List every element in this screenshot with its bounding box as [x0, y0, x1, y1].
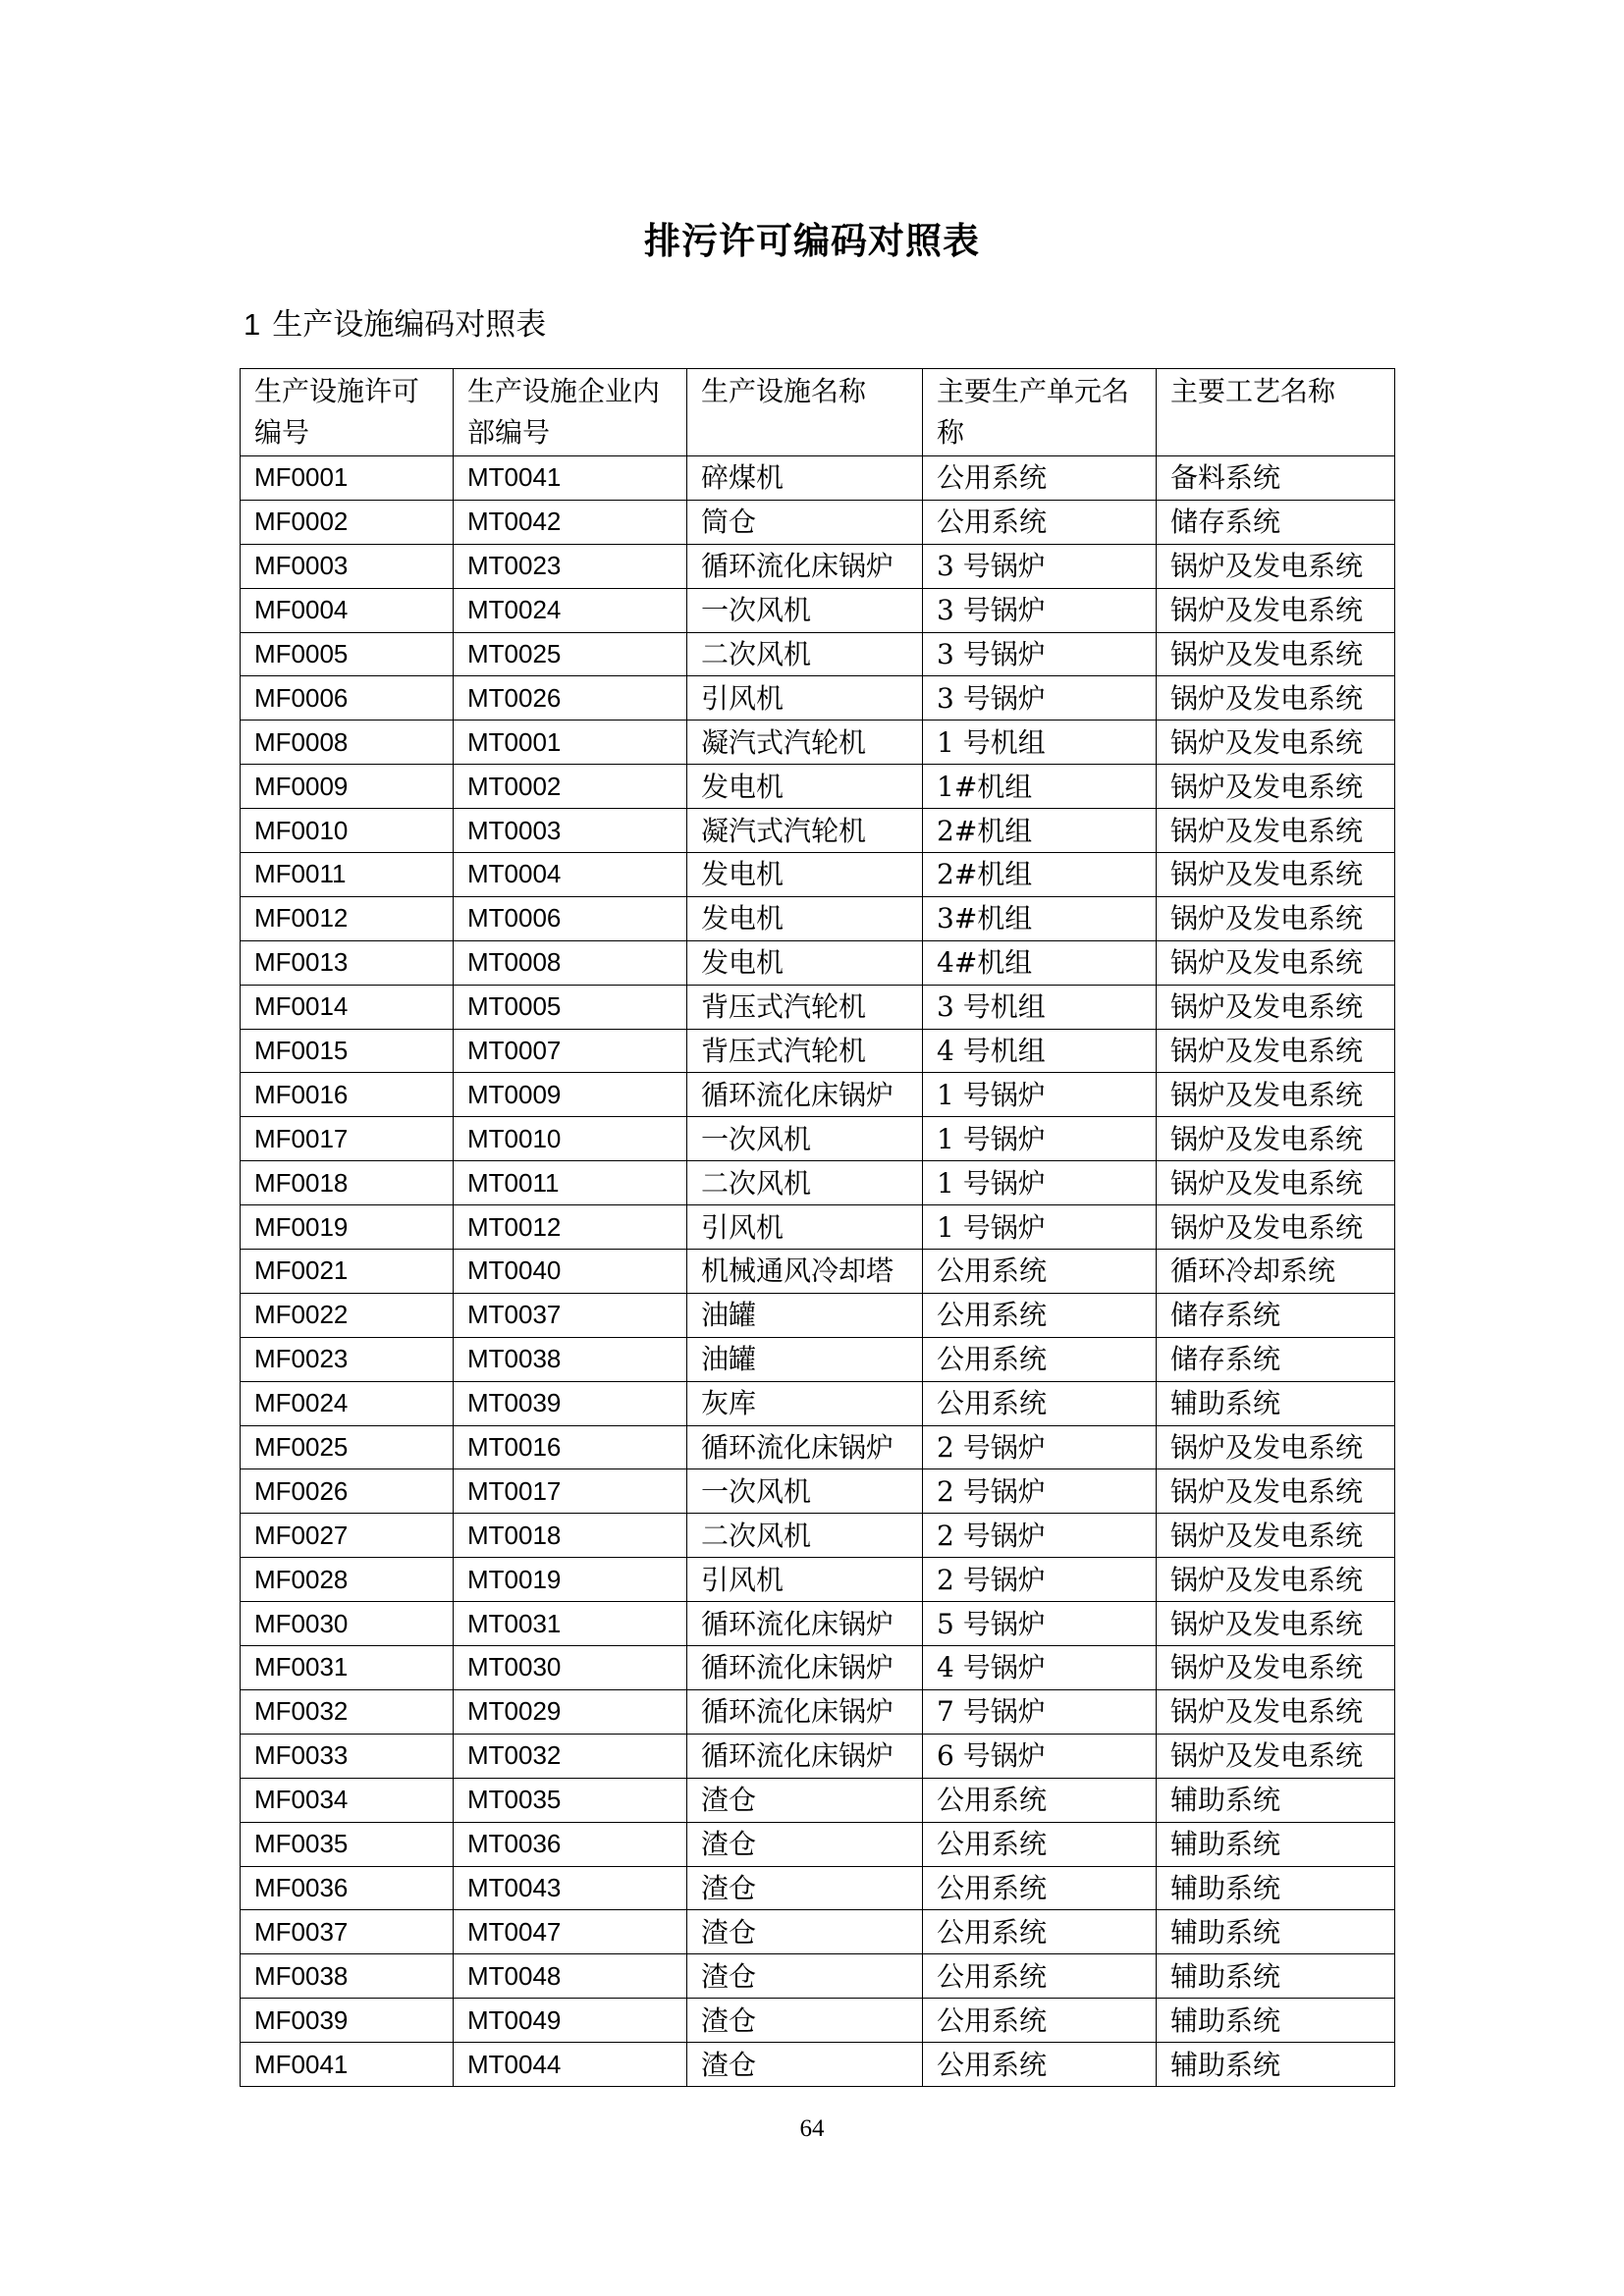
section-title: 生产设施编码对照表: [272, 307, 547, 343]
table-row: [241, 2043, 1395, 2087]
production-unit-cell: 公用系统: [923, 456, 1157, 501]
production-unit-cell: 6 号锅炉: [923, 1734, 1157, 1778]
facility-name-cell: 凝汽式汽轮机: [687, 721, 923, 765]
production-unit-cell: 3 号机组: [923, 985, 1157, 1029]
process-name-cell: 锅炉及发电系统: [1157, 896, 1395, 940]
process-name-cell: 锅炉及发电系统: [1157, 588, 1395, 632]
facility-name-cell: 一次风机: [687, 1117, 923, 1161]
internal-code-cell: MT0005: [454, 985, 687, 1029]
permit-code-cell: MF0019: [241, 1205, 454, 1250]
permit-code-cell: MF0010: [241, 809, 454, 853]
process-name-cell: 锅炉及发电系统: [1157, 1602, 1395, 1646]
page-number: 64: [799, 2115, 825, 2142]
process-name-cell: 锅炉及发电系统: [1157, 1029, 1395, 1073]
permit-code-cell: MF0017: [241, 1117, 454, 1161]
facility-name-cell: 引风机: [687, 676, 923, 721]
process-name-cell: 锅炉及发电系统: [1157, 1514, 1395, 1558]
internal-code-cell: MT0049: [454, 1999, 687, 2043]
facility-code-table: [240, 368, 1395, 2087]
process-name-cell: 锅炉及发电系统: [1157, 809, 1395, 853]
production-unit-cell: 公用系统: [923, 2043, 1157, 2087]
section-number: 1: [244, 307, 261, 342]
facility-name-cell: 循环流化床锅炉: [687, 1646, 923, 1690]
permit-code-cell: MF0033: [241, 1734, 454, 1778]
permit-code-cell: MF0023: [241, 1337, 454, 1381]
permit-code-cell: MF0011: [241, 853, 454, 897]
internal-code-cell: MT0018: [454, 1514, 687, 1558]
internal-code-cell: MT0008: [454, 940, 687, 985]
section-heading: [244, 302, 546, 347]
facility-name-cell: 渣仓: [687, 1910, 923, 1954]
table-row: [241, 1381, 1395, 1425]
production-unit-cell: 2#机组: [923, 853, 1157, 897]
production-unit-cell: 公用系统: [923, 1293, 1157, 1337]
production-unit-cell: 2 号锅炉: [923, 1558, 1157, 1602]
table-row: [241, 809, 1395, 853]
permit-code-cell: MF0013: [241, 940, 454, 985]
header-internal-code: 生产设施企业内部编号: [454, 369, 687, 456]
table-row: [241, 940, 1395, 985]
internal-code-cell: MT0007: [454, 1029, 687, 1073]
process-name-cell: 锅炉及发电系统: [1157, 1558, 1395, 1602]
table-row: [241, 896, 1395, 940]
table-row: [241, 456, 1395, 501]
internal-code-cell: MT0030: [454, 1646, 687, 1690]
process-name-cell: 锅炉及发电系统: [1157, 1205, 1395, 1250]
production-unit-cell: 2 号锅炉: [923, 1425, 1157, 1469]
internal-code-cell: MT0001: [454, 721, 687, 765]
facility-name-cell: 发电机: [687, 896, 923, 940]
facility-name-cell: 渣仓: [687, 1866, 923, 1910]
process-name-cell: 辅助系统: [1157, 1954, 1395, 1999]
internal-code-cell: MT0023: [454, 544, 687, 588]
process-name-cell: 锅炉及发电系统: [1157, 544, 1395, 588]
permit-code-cell: MF0036: [241, 1866, 454, 1910]
facility-name-cell: 发电机: [687, 940, 923, 985]
table-row: [241, 1514, 1395, 1558]
internal-code-cell: MT0044: [454, 2043, 687, 2087]
permit-code-cell: MF0035: [241, 1822, 454, 1866]
facility-name-cell: 渣仓: [687, 1999, 923, 2043]
header-facility-name: 生产设施名称: [687, 369, 923, 456]
permit-code-cell: MF0034: [241, 1778, 454, 1822]
internal-code-cell: MT0035: [454, 1778, 687, 1822]
permit-code-cell: MF0031: [241, 1646, 454, 1690]
permit-code-cell: MF0008: [241, 721, 454, 765]
process-name-cell: 锅炉及发电系统: [1157, 676, 1395, 721]
internal-code-cell: MT0009: [454, 1073, 687, 1117]
process-name-cell: 辅助系统: [1157, 2043, 1395, 2087]
process-name-cell: 锅炉及发电系统: [1157, 632, 1395, 676]
internal-code-cell: MT0002: [454, 765, 687, 809]
production-unit-cell: 公用系统: [923, 1954, 1157, 1999]
production-unit-cell: 2 号锅炉: [923, 1514, 1157, 1558]
internal-code-cell: MT0003: [454, 809, 687, 853]
process-name-cell: 储存系统: [1157, 1337, 1395, 1381]
internal-code-cell: MT0043: [454, 1866, 687, 1910]
permit-code-cell: MF0024: [241, 1381, 454, 1425]
internal-code-cell: MT0012: [454, 1205, 687, 1250]
process-name-cell: 锅炉及发电系统: [1157, 1161, 1395, 1205]
process-name-cell: 锅炉及发电系统: [1157, 1646, 1395, 1690]
facility-name-cell: 油罐: [687, 1293, 923, 1337]
production-unit-cell: 1 号机组: [923, 721, 1157, 765]
production-unit-cell: 4 号锅炉: [923, 1646, 1157, 1690]
internal-code-cell: MT0025: [454, 632, 687, 676]
facility-name-cell: 灰库: [687, 1381, 923, 1425]
internal-code-cell: MT0047: [454, 1910, 687, 1954]
facility-name-cell: 循环流化床锅炉: [687, 1073, 923, 1117]
production-unit-cell: 1 号锅炉: [923, 1205, 1157, 1250]
facility-name-cell: 循环流化床锅炉: [687, 1734, 923, 1778]
permit-code-cell: MF0004: [241, 588, 454, 632]
table-row: [241, 1425, 1395, 1469]
process-name-cell: 辅助系统: [1157, 1381, 1395, 1425]
production-unit-cell: 3 号锅炉: [923, 632, 1157, 676]
production-unit-cell: 公用系统: [923, 1250, 1157, 1294]
table-row: [241, 544, 1395, 588]
table-row: [241, 1954, 1395, 1999]
table-row: [241, 632, 1395, 676]
permit-code-cell: MF0041: [241, 2043, 454, 2087]
process-name-cell: 储存系统: [1157, 500, 1395, 544]
production-unit-cell: 3 号锅炉: [923, 588, 1157, 632]
table-row: [241, 1602, 1395, 1646]
process-name-cell: 锅炉及发电系统: [1157, 1689, 1395, 1734]
permit-code-cell: MF0028: [241, 1558, 454, 1602]
internal-code-cell: MT0010: [454, 1117, 687, 1161]
table-row: [241, 1910, 1395, 1954]
table-row: [241, 1689, 1395, 1734]
table-row: [241, 853, 1395, 897]
table-row: [241, 1073, 1395, 1117]
permit-code-cell: MF0039: [241, 1999, 454, 2043]
permit-code-cell: MF0016: [241, 1073, 454, 1117]
facility-name-cell: 渣仓: [687, 1822, 923, 1866]
permit-code-cell: MF0027: [241, 1514, 454, 1558]
internal-code-cell: MT0038: [454, 1337, 687, 1381]
facility-name-cell: 循环流化床锅炉: [687, 1425, 923, 1469]
table-row: [241, 676, 1395, 721]
production-unit-cell: 2#机组: [923, 809, 1157, 853]
table-row: [241, 1734, 1395, 1778]
facility-name-cell: 凝汽式汽轮机: [687, 809, 923, 853]
table-row: [241, 721, 1395, 765]
facility-name-cell: 一次风机: [687, 1469, 923, 1514]
facility-name-cell: 渣仓: [687, 1778, 923, 1822]
table-row: [241, 1117, 1395, 1161]
internal-code-cell: MT0017: [454, 1469, 687, 1514]
table-row: [241, 1293, 1395, 1337]
process-name-cell: 锅炉及发电系统: [1157, 1734, 1395, 1778]
process-name-cell: 锅炉及发电系统: [1157, 940, 1395, 985]
table-header-row: [241, 369, 1395, 456]
table-row: [241, 1999, 1395, 2043]
internal-code-cell: MT0024: [454, 588, 687, 632]
table-row: [241, 1337, 1395, 1381]
internal-code-cell: MT0006: [454, 896, 687, 940]
production-unit-cell: 4 号机组: [923, 1029, 1157, 1073]
process-name-cell: 辅助系统: [1157, 1999, 1395, 2043]
facility-name-cell: 二次风机: [687, 632, 923, 676]
internal-code-cell: MT0029: [454, 1689, 687, 1734]
production-unit-cell: 公用系统: [923, 1999, 1157, 2043]
production-unit-cell: 1 号锅炉: [923, 1117, 1157, 1161]
facility-name-cell: 渣仓: [687, 2043, 923, 2087]
process-name-cell: 锅炉及发电系统: [1157, 1425, 1395, 1469]
process-name-cell: 循环冷却系统: [1157, 1250, 1395, 1294]
process-name-cell: 备料系统: [1157, 456, 1395, 501]
table-row: [241, 1646, 1395, 1690]
table-row: [241, 1469, 1395, 1514]
permit-code-cell: MF0030: [241, 1602, 454, 1646]
permit-code-cell: MF0032: [241, 1689, 454, 1734]
facility-name-cell: 背压式汽轮机: [687, 1029, 923, 1073]
process-name-cell: 锅炉及发电系统: [1157, 1469, 1395, 1514]
internal-code-cell: MT0037: [454, 1293, 687, 1337]
process-name-cell: 锅炉及发电系统: [1157, 765, 1395, 809]
internal-code-cell: MT0039: [454, 1381, 687, 1425]
header-production-unit: 主要生产单元名称: [923, 369, 1157, 456]
process-name-cell: 辅助系统: [1157, 1778, 1395, 1822]
internal-code-cell: MT0004: [454, 853, 687, 897]
permit-code-cell: MF0005: [241, 632, 454, 676]
production-unit-cell: 公用系统: [923, 1822, 1157, 1866]
internal-code-cell: MT0016: [454, 1425, 687, 1469]
production-unit-cell: 公用系统: [923, 500, 1157, 544]
permit-code-cell: MF0015: [241, 1029, 454, 1073]
process-name-cell: 储存系统: [1157, 1293, 1395, 1337]
facility-name-cell: 碎煤机: [687, 456, 923, 501]
table-row: [241, 1161, 1395, 1205]
table-row: [241, 1866, 1395, 1910]
table-row: [241, 1778, 1395, 1822]
facility-name-cell: 循环流化床锅炉: [687, 544, 923, 588]
permit-code-cell: MF0003: [241, 544, 454, 588]
internal-code-cell: MT0041: [454, 456, 687, 501]
internal-code-cell: MT0048: [454, 1954, 687, 1999]
internal-code-cell: MT0036: [454, 1822, 687, 1866]
production-unit-cell: 5 号锅炉: [923, 1602, 1157, 1646]
production-unit-cell: 4#机组: [923, 940, 1157, 985]
permit-code-cell: MF0037: [241, 1910, 454, 1954]
permit-code-cell: MF0021: [241, 1250, 454, 1294]
internal-code-cell: MT0011: [454, 1161, 687, 1205]
table-row: [241, 588, 1395, 632]
facility-name-cell: 引风机: [687, 1558, 923, 1602]
permit-code-cell: MF0025: [241, 1425, 454, 1469]
production-unit-cell: 2 号锅炉: [923, 1469, 1157, 1514]
permit-code-cell: MF0001: [241, 456, 454, 501]
facility-name-cell: 发电机: [687, 853, 923, 897]
process-name-cell: 锅炉及发电系统: [1157, 1073, 1395, 1117]
permit-code-cell: MF0002: [241, 500, 454, 544]
permit-code-cell: MF0014: [241, 985, 454, 1029]
facility-name-cell: 机械通风冷却塔: [687, 1250, 923, 1294]
internal-code-cell: MT0019: [454, 1558, 687, 1602]
table-body: [241, 456, 1395, 2087]
production-unit-cell: 公用系统: [923, 1778, 1157, 1822]
permit-code-cell: MF0038: [241, 1954, 454, 1999]
table-row: [241, 765, 1395, 809]
process-name-cell: 锅炉及发电系统: [1157, 853, 1395, 897]
production-unit-cell: 3 号锅炉: [923, 676, 1157, 721]
table-row: [241, 1558, 1395, 1602]
production-unit-cell: 公用系统: [923, 1910, 1157, 1954]
internal-code-cell: MT0026: [454, 676, 687, 721]
table-row: [241, 1822, 1395, 1866]
facility-name-cell: 二次风机: [687, 1161, 923, 1205]
document-title: 排污许可编码对照表: [644, 220, 980, 262]
production-unit-cell: 1#机组: [923, 765, 1157, 809]
table-row: [241, 1250, 1395, 1294]
production-unit-cell: 1 号锅炉: [923, 1161, 1157, 1205]
facility-name-cell: 油罐: [687, 1337, 923, 1381]
table-row: [241, 1029, 1395, 1073]
production-unit-cell: 1 号锅炉: [923, 1073, 1157, 1117]
permit-code-cell: MF0012: [241, 896, 454, 940]
process-name-cell: 锅炉及发电系统: [1157, 1117, 1395, 1161]
permit-code-cell: MF0006: [241, 676, 454, 721]
table-row: [241, 985, 1395, 1029]
facility-name-cell: 筒仓: [687, 500, 923, 544]
header-permit-code: 生产设施许可编号: [241, 369, 454, 456]
facility-name-cell: 发电机: [687, 765, 923, 809]
facility-name-cell: 二次风机: [687, 1514, 923, 1558]
header-process-name: 主要工艺名称: [1157, 369, 1395, 456]
process-name-cell: 锅炉及发电系统: [1157, 985, 1395, 1029]
process-name-cell: 辅助系统: [1157, 1866, 1395, 1910]
production-unit-cell: 3#机组: [923, 896, 1157, 940]
permit-code-cell: MF0018: [241, 1161, 454, 1205]
facility-name-cell: 引风机: [687, 1205, 923, 1250]
facility-name-cell: 一次风机: [687, 588, 923, 632]
permit-code-cell: MF0026: [241, 1469, 454, 1514]
facility-name-cell: 背压式汽轮机: [687, 985, 923, 1029]
process-name-cell: 辅助系统: [1157, 1822, 1395, 1866]
permit-code-cell: MF0009: [241, 765, 454, 809]
production-unit-cell: 公用系统: [923, 1866, 1157, 1910]
permit-code-cell: MF0022: [241, 1293, 454, 1337]
production-unit-cell: 公用系统: [923, 1381, 1157, 1425]
process-name-cell: 辅助系统: [1157, 1910, 1395, 1954]
facility-name-cell: 循环流化床锅炉: [687, 1602, 923, 1646]
internal-code-cell: MT0032: [454, 1734, 687, 1778]
facility-name-cell: 渣仓: [687, 1954, 923, 1999]
production-unit-cell: 7 号锅炉: [923, 1689, 1157, 1734]
production-unit-cell: 公用系统: [923, 1337, 1157, 1381]
facility-name-cell: 循环流化床锅炉: [687, 1689, 923, 1734]
process-name-cell: 锅炉及发电系统: [1157, 721, 1395, 765]
internal-code-cell: MT0031: [454, 1602, 687, 1646]
table-row: [241, 500, 1395, 544]
internal-code-cell: MT0040: [454, 1250, 687, 1294]
table-row: [241, 1205, 1395, 1250]
production-unit-cell: 3 号锅炉: [923, 544, 1157, 588]
internal-code-cell: MT0042: [454, 500, 687, 544]
